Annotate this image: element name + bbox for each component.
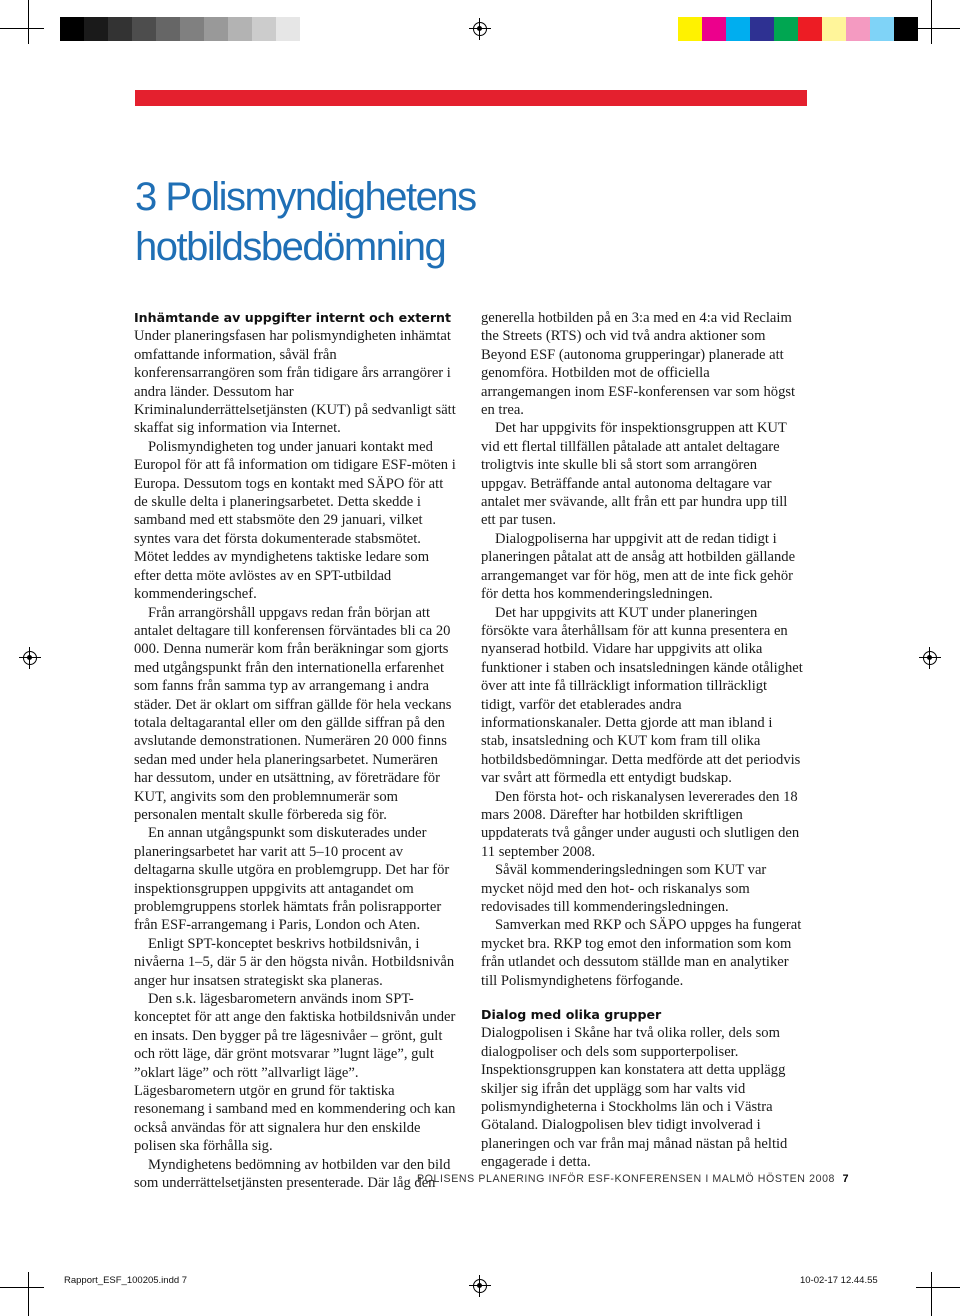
paragraph: generella hotbilden på en 3:a med en 4:a vid Reclaim the Streets (RTS) och vid två andra aktioner som Beyond ESF (autonoma grupperingar) planerade att genomföra. Hotbilden mot de officiella arrangemangen inom ESF-konferensen var som högst en trea.	[481, 310, 796, 419]
paragraph: Under planeringsfasen har polismyndigheten inhämtat omfattande information, såväl från konferensarrangören som från tidigare års arrangörer i andra länder. Dessutom har Kriminalunderrättelsetjänsten (KUT) på sedvanligt sätt skaffat sig information via Internet.	[134, 328, 456, 437]
paragraph: Polismyndigheten tog under januari kontakt med Europol för att få information om tidigare ESF-möten i Europa. Dessutom togs en kontakt med SÄPO för att de skulle delta i planeringsarbetet. Detta skedde i samband med ett stabsmöte den 29 januari, vilket syntes vara det första dokumenterade stabsmötet. Mötet leddes av myndighetens taktiske ledare som efter detta möte avlöstes av en SPT-utbildad kommenderingschef.	[134, 438, 456, 603]
paragraph: Det har uppgivits för inspektionsgruppen att KUT vid ett flertal tillfällen påtalade att antalet deltagare troligtvis inte skulle bli så stort som arrangören uppgav. Beträffande antal autonoma deltagare var antalet mer svävande, allt från ett par hundra upp till ett par tusen.	[481, 420, 788, 529]
paragraph: Dialogpolisen i Skåne har två olika roller, dels som dialogpoliser och dels som supporterpoliser. Inspektionsgruppen kan konstatera att detta upplägg skiljer sig ifrån det upplägg som har valts vid polismyndigheterna i Stockholms län och i Västra Götaland. Dialogpolisen blev tidigt involverad i planeringen och var från maj månad nästan på heltid engagerade i detta.	[481, 1025, 788, 1171]
color-swatch	[846, 17, 870, 41]
registration-mark-icon	[473, 22, 487, 36]
color-swatch	[750, 17, 774, 41]
left-column	[134, 309, 456, 1193]
crop-mark	[0, 1287, 44, 1288]
chapter-accent-rule	[135, 90, 807, 106]
gray-swatch	[156, 17, 180, 41]
crop-mark	[0, 28, 44, 29]
color-swatch	[726, 17, 750, 41]
section-heading: Dialog med olika grupper	[481, 1007, 662, 1023]
color-swatch	[774, 17, 798, 41]
chapter-title	[135, 172, 735, 272]
process-color-bar	[678, 17, 918, 41]
gray-swatch	[228, 17, 252, 41]
paragraph: Den första hot- och riskanalysen levererades den 18 mars 2008. Därefter har hotbilden skriftligen uppdaterats två gånger under augusti och slutligen den 11 september 2008.	[481, 788, 800, 860]
color-swatch	[822, 17, 846, 41]
paragraph: Såväl kommenderingsledningen som KUT var mycket nöjd med den hot- och riskanalys som redovisades till kommenderingsledningen.	[481, 862, 767, 915]
print-slug-timestamp: 10-02-17 12.44.55	[800, 1275, 878, 1286]
paragraph: Från arrangörshåll uppgavs redan från början att antalet deltagare till konferensen förväntades bli ca 20 000. Denna numerär kom från beräkningar som gjorts med utgångspunkt från den internationella erfarenhet som fanns från samma typ av arrangemang i andra städer. Det är oklart om siffran gällde för hela veckans totala deltagarantal eller om den gällde siffran på den avslutande demonstrationen. Numerären 20 000 finns sedan med under hela planeringsarbetet. Numerären har dessutom, under en utsättning, av företrädare för KUT, angivits som den problemnumerär som personalen mentalt skulle förbereda sig för.	[134, 604, 452, 823]
crop-mark	[931, 0, 932, 44]
color-swatch	[894, 17, 918, 41]
chapter-title-line-1: 3 Polismyndighetens	[135, 175, 476, 219]
gray-swatch	[108, 17, 132, 41]
color-swatch	[798, 17, 822, 41]
registration-mark-icon	[923, 651, 937, 665]
gray-swatch	[84, 17, 108, 41]
color-swatch	[870, 17, 894, 41]
crop-mark	[931, 1272, 932, 1316]
gray-swatch	[132, 17, 156, 41]
gray-swatch	[60, 17, 84, 41]
paragraph: Det har uppgivits att KUT under planeringen försökte vara återhållsam för att kunna presentera en nyanserad hotbild. Vidare har uppgivits att olika funktioner i staben och insatsledningen kände otålighet över att inte få tillräckligt information tillräckligt tidigt, varför det etablerades andra informationskanaler. Detta gjorde att man ibland i stab, insatsledning och KUT kom fram till olika hotbildsbedömningar. Detta medförde att det periodvis var svårt att förmedla ett entydigt budskap.	[481, 604, 803, 787]
color-swatch	[702, 17, 726, 41]
gray-swatch	[300, 17, 324, 41]
crop-mark	[916, 1287, 960, 1288]
crop-mark	[28, 0, 29, 44]
page-number: 7	[842, 1173, 850, 1185]
gray-swatch	[180, 17, 204, 41]
crop-mark	[916, 28, 960, 29]
crop-mark	[28, 1272, 29, 1316]
gray-swatch	[276, 17, 300, 41]
chapter-title-line-2: hotbildsbedömning	[135, 225, 446, 269]
paragraph: En annan utgångspunkt som diskuterades under planeringsarbetet har varit att 5–10 procent av deltagarna skulle utgöra en problemgrupp. Det har för inspektionsgruppen uppgivits att antagandet om problemgruppens storlek hämtats från polisrapporter från ESF-arrangemang i Paris, London och Aten.	[134, 825, 450, 934]
registration-mark-icon	[473, 1279, 487, 1293]
running-footer	[417, 1173, 850, 1185]
gray-swatch	[204, 17, 228, 41]
paragraph: Myndighetens bedömning av hotbilden var den bild som underrättelsetjänsten presenterade. Där låg den	[134, 1156, 451, 1192]
right-column	[481, 309, 803, 1172]
section-heading: Inhämtande av uppgifter internt och externt	[134, 310, 452, 325]
running-title: POLISENS PLANERING INFÖR ESF-KONFERENSEN I MALMÖ HÖSTEN 2008	[417, 1173, 836, 1185]
print-slug-filename: Rapport_ESF_100205.indd 7	[64, 1275, 188, 1286]
paragraph: Den s.k. lägesbarometern används inom SPT-konceptet för att ange den faktiska hotbildsnivån under en insats. Den bygger på tre lägesnivåer – grönt, gult och rött läge, där grönt motsvarar ”lugnt läge”, gult ”oklart läge” och rött ”allvarligt läge”. Lägesbarometern utgör en grund för taktiska resonemang i samband med en kommendering och kan också användas för att signalera hur den enskilde polisen ska förhålla sig.	[134, 991, 456, 1155]
gray-swatch	[252, 17, 276, 41]
registration-mark-icon	[23, 651, 37, 665]
grayscale-color-bar	[60, 17, 324, 41]
paragraph: Enligt SPT-konceptet beskrivs hotbildsnivån, i nivåerna 1–5, där 5 är den högsta nivån. Hotbildsnivån anger hur insatsen strategiskt ska planeras.	[134, 935, 455, 989]
color-swatch	[678, 17, 702, 41]
paragraph: Dialogpoliserna har uppgivit att de redan tidigt i planeringen påtalat att de ansåg att hotbilden gällande arrangemanget var för hög, men att de inte fick gehör för detta hos kommenderingsledningen.	[481, 530, 796, 603]
paragraph: Samverkan med RKP och SÄPO uppges ha fungerat mycket bra. RKP tog emot den information som kom från utlandet och dessutom ställde man en analytiker till Polismyndighetens förfogande.	[481, 917, 802, 989]
